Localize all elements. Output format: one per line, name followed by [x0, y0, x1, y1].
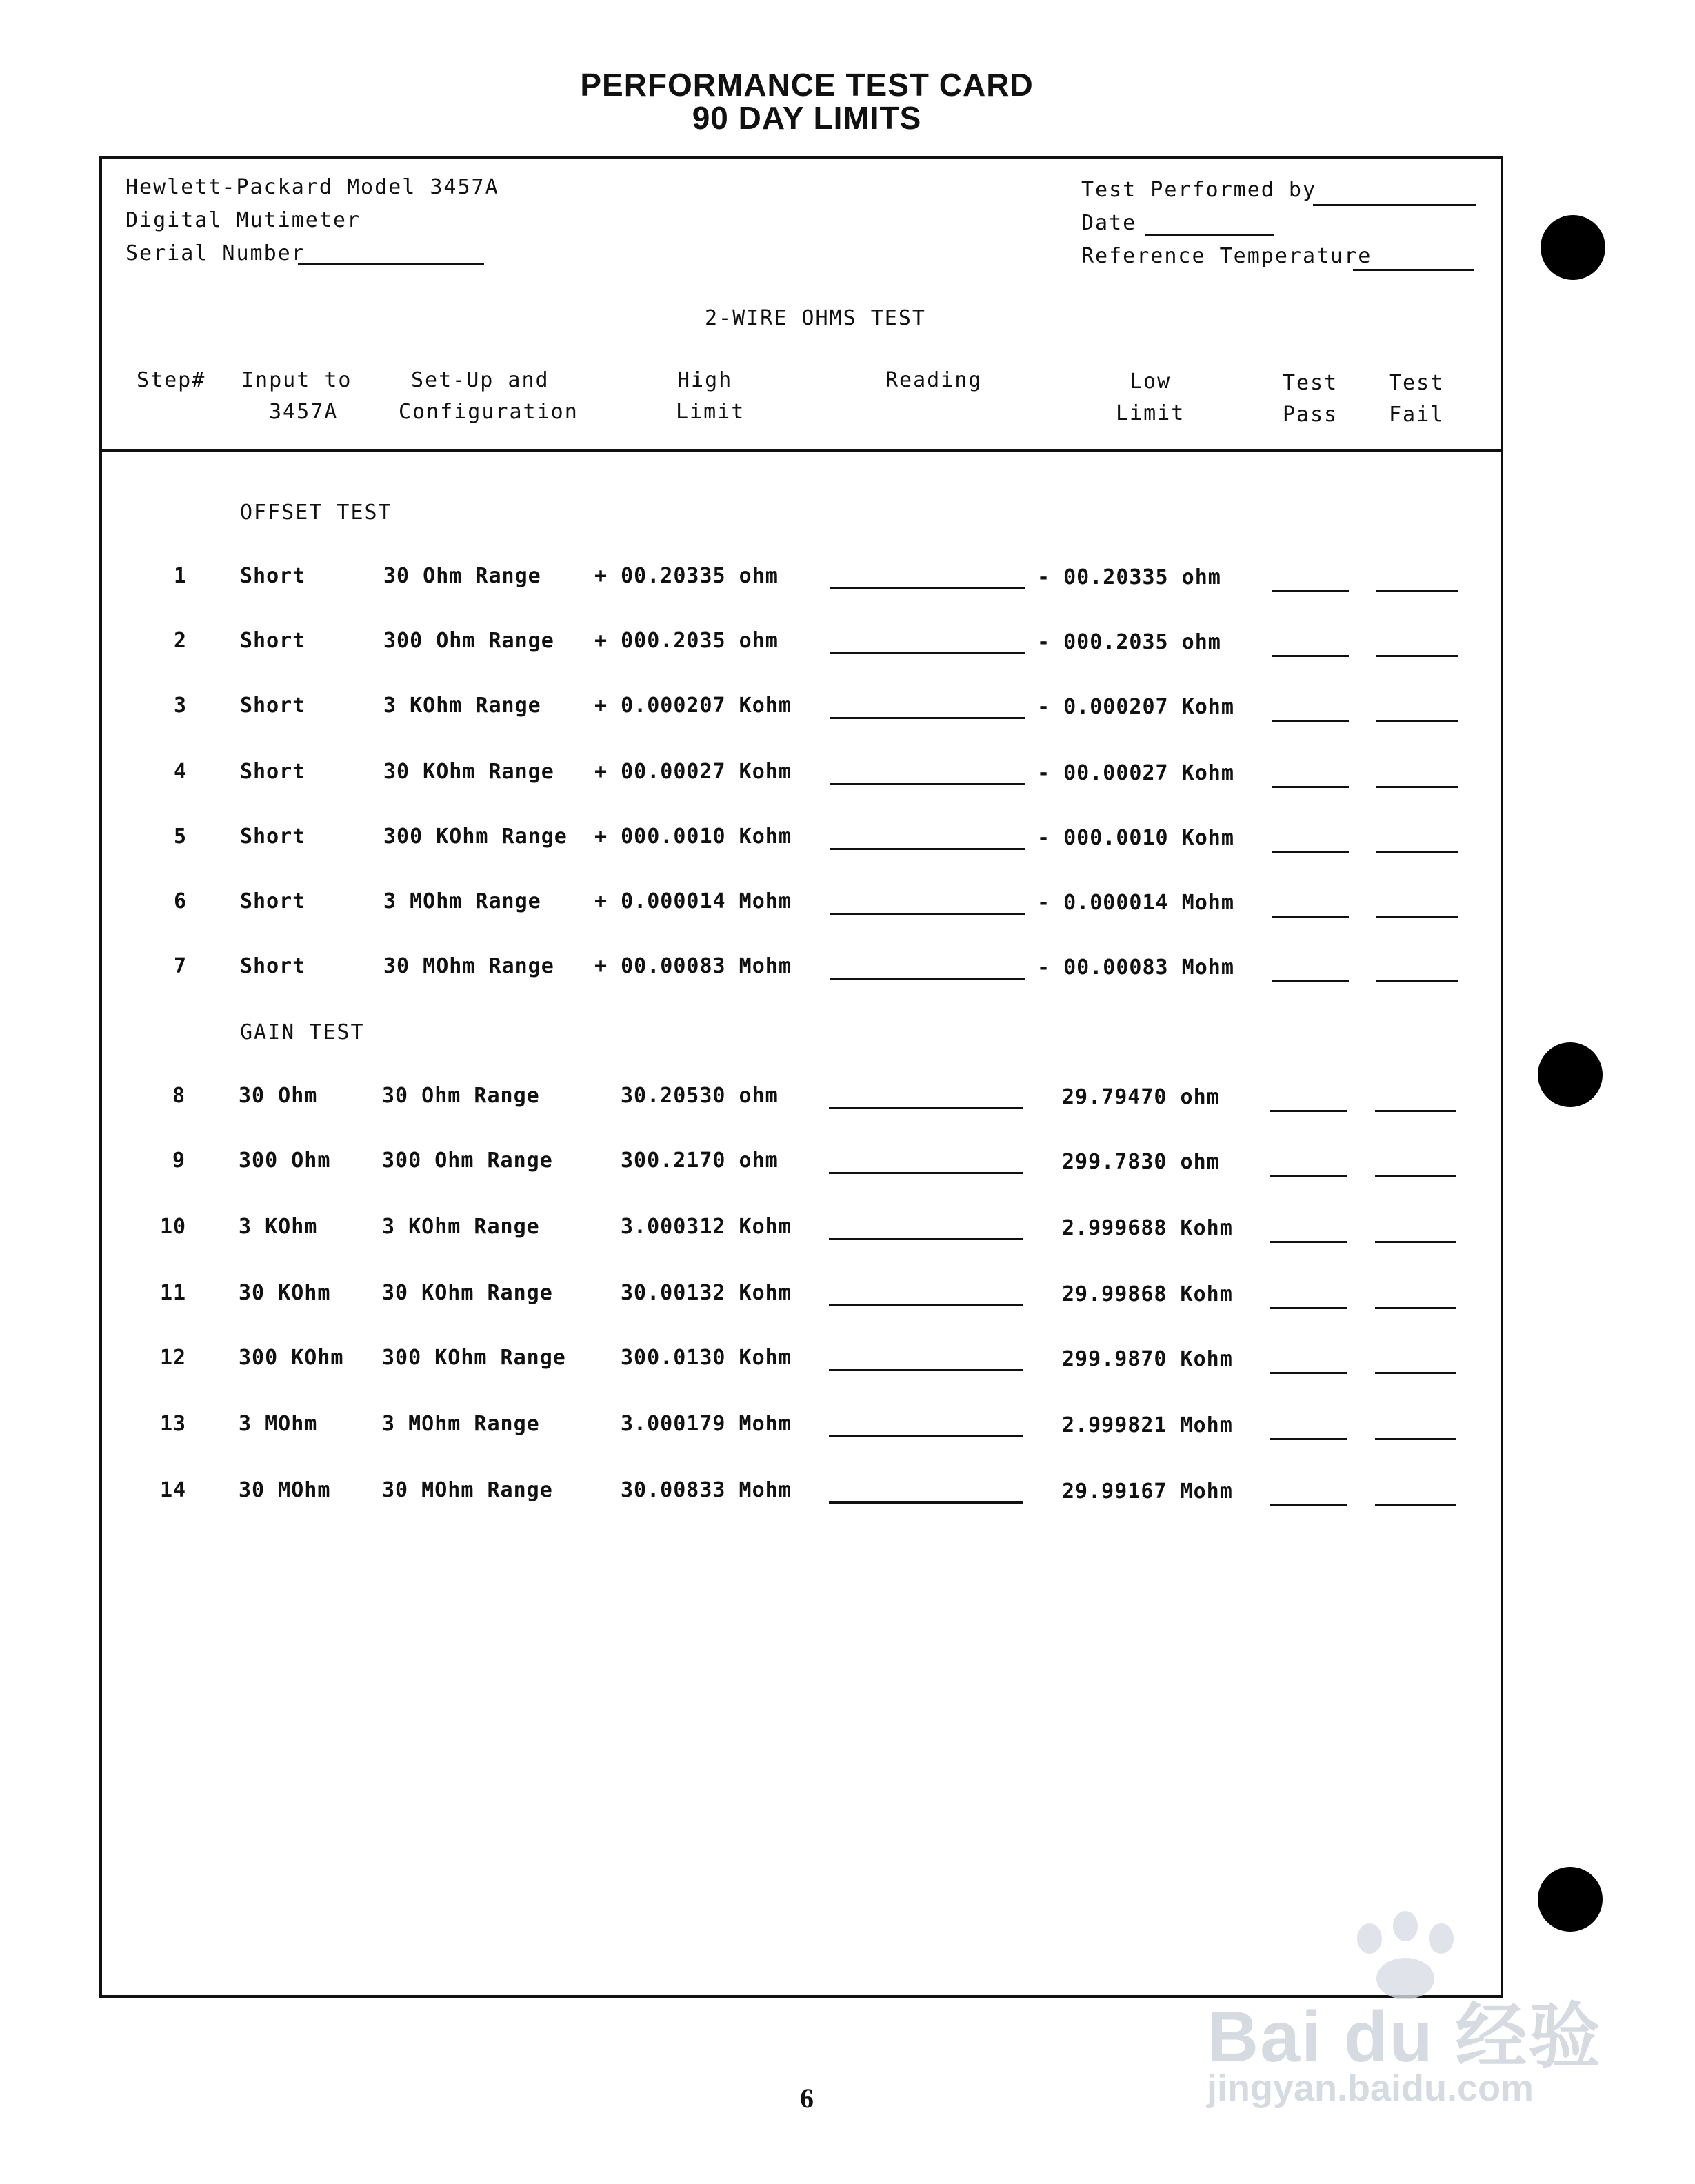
col-step: Step# [137, 368, 206, 392]
row-step: 7 [174, 954, 188, 978]
row-low-limit: - 0.000207 Kohm [1037, 695, 1234, 719]
reading-field[interactable] [829, 1238, 1023, 1240]
test-pass-field[interactable] [1270, 1110, 1347, 1112]
reading-field[interactable] [829, 1435, 1023, 1437]
serial-number-label: Serial Number [126, 241, 305, 265]
row-setup: 300 KOhm Range [382, 1346, 566, 1370]
row-step: 1 [174, 564, 188, 588]
row-input: Short [240, 629, 306, 653]
row-step: 2 [174, 629, 188, 653]
reading-field[interactable] [830, 848, 1025, 850]
watermark-url: jingyan.baidu.com [1207, 2067, 1534, 2109]
row-setup: 3 KOhm Range [383, 694, 541, 718]
row-high-limit: + 0.000207 Kohm [594, 694, 792, 718]
row-high-limit: + 0.000014 Mohm [594, 889, 792, 913]
test-name: 2-WIRE OHMS TEST [705, 306, 926, 330]
punch-hole [1538, 1867, 1603, 1932]
row-low-limit: 29.99868 Kohm [1062, 1282, 1233, 1306]
row-step: 13 [160, 1412, 187, 1436]
test-fail-field[interactable] [1376, 655, 1458, 657]
row-step: 8 [172, 1084, 186, 1108]
row-input: 3 KOhm [239, 1215, 318, 1239]
watermark-brand: Bai du 经验 [1207, 1997, 1602, 2077]
row-input: 30 Ohm [239, 1084, 318, 1108]
test-fail-field[interactable] [1375, 1241, 1456, 1243]
paw-icon [1393, 1911, 1418, 1941]
reading-field[interactable] [829, 1107, 1023, 1109]
row-input: Short [240, 564, 306, 588]
performed-by-label: Test Performed by [1081, 178, 1317, 202]
test-pass-field[interactable] [1272, 916, 1349, 918]
row-input: 3 MOhm [239, 1412, 318, 1436]
row-high-limit: + 00.00027 Kohm [594, 760, 792, 784]
row-step: 14 [160, 1478, 187, 1502]
row-setup: 300 Ohm Range [383, 629, 554, 653]
row-setup: 30 MOhm Range [383, 954, 554, 978]
reading-field[interactable] [830, 783, 1025, 785]
row-setup: 30 Ohm Range [382, 1084, 540, 1108]
row-low-limit: - 00.00027 Kohm [1037, 761, 1234, 785]
col-low-line1: Low [1130, 370, 1172, 394]
test-pass-field[interactable] [1270, 1504, 1347, 1506]
row-input: Short [240, 694, 306, 718]
row-low-limit: 2.999688 Kohm [1062, 1216, 1233, 1240]
col-reading: Reading [885, 368, 983, 392]
test-card [99, 156, 1503, 1998]
test-pass-field[interactable] [1272, 851, 1349, 853]
col-low-line2: Limit [1116, 401, 1185, 425]
test-fail-field[interactable] [1375, 1175, 1456, 1177]
reading-field[interactable] [830, 587, 1025, 589]
test-fail-field[interactable] [1376, 720, 1458, 722]
row-input: 300 KOhm [239, 1346, 344, 1370]
row-setup: 30 KOhm Range [383, 760, 554, 784]
reading-field[interactable] [830, 978, 1025, 980]
row-input: Short [240, 760, 306, 784]
row-low-limit: - 00.20335 ohm [1037, 565, 1221, 589]
row-step: 5 [174, 825, 188, 849]
test-fail-field[interactable] [1375, 1307, 1456, 1309]
row-high-limit: 300.2170 ohm [621, 1149, 779, 1173]
row-low-limit: 29.99167 Mohm [1062, 1479, 1233, 1504]
row-setup: 30 KOhm Range [382, 1281, 553, 1305]
reading-field[interactable] [830, 717, 1025, 719]
row-high-limit: 30.00833 Mohm [621, 1478, 792, 1502]
col-input-line1: Input to [241, 368, 352, 392]
test-fail-field[interactable] [1375, 1372, 1456, 1374]
col-setup-line2: Configuration [399, 400, 579, 424]
col-fail-line2: Fail [1389, 403, 1445, 427]
paw-icon [1429, 1923, 1454, 1954]
test-pass-field[interactable] [1272, 980, 1349, 982]
device-label: Digital Mutimeter [126, 208, 361, 232]
reading-field[interactable] [829, 1172, 1023, 1174]
reading-field[interactable] [829, 1502, 1023, 1504]
reading-field[interactable] [830, 652, 1025, 654]
row-step: 3 [174, 694, 188, 718]
col-high-line1: High [677, 368, 733, 392]
reading-field[interactable] [829, 1304, 1023, 1306]
test-fail-field[interactable] [1376, 980, 1458, 982]
page-title: PERFORMANCE TEST CARD [580, 67, 1034, 103]
model-label: Hewlett-Packard Model 3457A [126, 175, 499, 199]
row-input: Short [240, 889, 306, 913]
reference-temperature-field[interactable] [1353, 269, 1474, 271]
serial-number-field[interactable] [298, 263, 484, 265]
test-fail-field[interactable] [1375, 1438, 1456, 1440]
row-setup: 3 KOhm Range [382, 1215, 540, 1239]
row-low-limit: 299.9870 Kohm [1062, 1347, 1233, 1371]
row-step: 10 [160, 1215, 187, 1239]
date-label: Date [1081, 211, 1137, 235]
row-high-limit: 30.20530 ohm [621, 1084, 779, 1108]
paw-icon [1357, 1923, 1382, 1954]
col-pass-line2: Pass [1283, 403, 1338, 427]
row-low-limit: - 000.0010 Kohm [1037, 826, 1234, 850]
row-input: 300 Ohm [239, 1149, 331, 1173]
row-low-limit: - 00.00083 Mohm [1037, 956, 1234, 980]
row-step: 9 [172, 1149, 186, 1173]
row-step: 12 [160, 1346, 187, 1370]
row-high-limit: + 00.00083 Mohm [594, 954, 792, 978]
test-fail-field[interactable] [1375, 1110, 1456, 1112]
reading-field[interactable] [829, 1369, 1023, 1371]
section-gain-test: GAIN TEST [240, 1020, 365, 1044]
reading-field[interactable] [830, 913, 1025, 915]
test-pass-field[interactable] [1272, 720, 1349, 722]
row-high-limit: 30.00132 Kohm [621, 1281, 792, 1305]
row-low-limit: - 000.2035 ohm [1037, 630, 1221, 654]
page-number: 6 [800, 2083, 814, 2114]
punch-hole [1538, 1042, 1603, 1107]
col-setup-line1: Set-Up and [411, 368, 550, 392]
row-input: Short [240, 825, 306, 849]
row-setup: 30 Ohm Range [383, 564, 541, 588]
test-pass-field[interactable] [1270, 1175, 1347, 1177]
test-pass-field[interactable] [1270, 1438, 1347, 1440]
test-pass-field[interactable] [1270, 1372, 1347, 1374]
test-fail-field[interactable] [1376, 590, 1458, 592]
row-setup: 3 MOhm Range [382, 1412, 540, 1436]
row-high-limit: 3.000179 Mohm [621, 1412, 792, 1436]
row-low-limit: 29.79470 ohm [1062, 1085, 1220, 1109]
row-input: 30 KOhm [239, 1281, 331, 1305]
test-pass-field[interactable] [1272, 590, 1349, 592]
test-fail-field[interactable] [1376, 786, 1458, 788]
row-setup: 300 KOhm Range [383, 825, 568, 849]
row-high-limit: + 000.2035 ohm [594, 629, 779, 653]
row-high-limit: 300.0130 Kohm [621, 1346, 792, 1370]
test-pass-field[interactable] [1272, 786, 1349, 788]
page-subtitle: 90 DAY LIMITS [692, 100, 922, 136]
test-pass-field[interactable] [1270, 1307, 1347, 1309]
date-field[interactable] [1145, 234, 1274, 236]
row-step: 11 [160, 1281, 187, 1305]
row-high-limit: 3.000312 Kohm [621, 1215, 792, 1239]
row-low-limit: - 0.000014 Mohm [1037, 891, 1234, 915]
test-fail-field[interactable] [1375, 1504, 1456, 1506]
row-input: Short [240, 954, 306, 978]
row-setup: 300 Ohm Range [382, 1149, 553, 1173]
row-low-limit: 299.7830 ohm [1062, 1150, 1220, 1174]
row-high-limit: + 00.20335 ohm [594, 564, 779, 588]
test-pass-field[interactable] [1272, 655, 1349, 657]
test-fail-field[interactable] [1376, 916, 1458, 918]
col-pass-line1: Test [1283, 371, 1338, 395]
header-divider [102, 449, 1501, 452]
test-fail-field[interactable] [1376, 851, 1458, 853]
row-high-limit: + 000.0010 Kohm [594, 825, 792, 849]
punch-hole [1541, 215, 1605, 280]
row-step: 6 [174, 889, 188, 913]
reference-temperature-label: Reference Temperature [1081, 244, 1372, 268]
col-input-line2: 3457A [269, 400, 339, 424]
row-input: 30 MOhm [239, 1478, 331, 1502]
col-high-line2: Limit [676, 400, 745, 424]
row-low-limit: 2.999821 Mohm [1062, 1413, 1233, 1437]
row-step: 4 [174, 760, 188, 784]
performed-by-field[interactable] [1313, 204, 1476, 206]
col-fail-line1: Test [1389, 371, 1445, 395]
test-pass-field[interactable] [1270, 1241, 1347, 1243]
row-setup: 30 MOhm Range [382, 1478, 553, 1502]
section-offset-test: OFFSET TEST [240, 501, 392, 525]
row-setup: 3 MOhm Range [383, 889, 541, 913]
